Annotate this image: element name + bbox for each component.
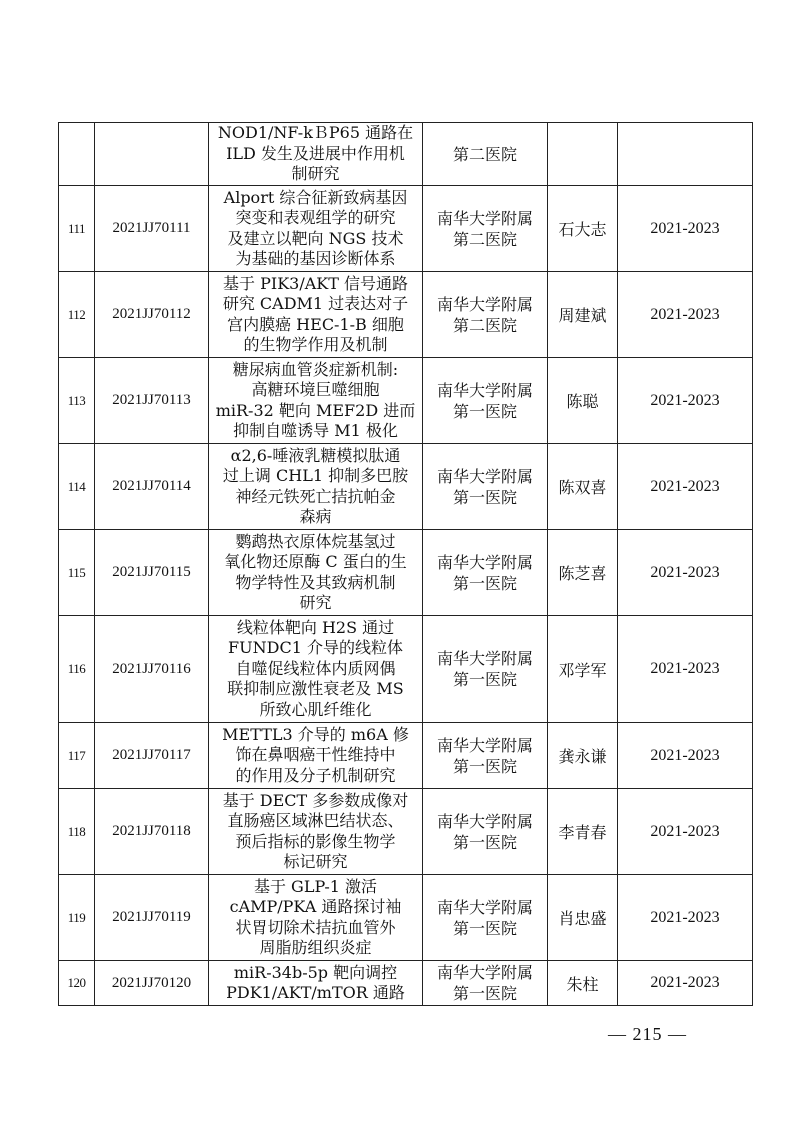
unit-line: 第一医院 [452, 401, 517, 421]
unit-line: 南华大学附属 [436, 552, 533, 572]
title-line: 为基础的基因诊断体系 [235, 249, 396, 268]
project-title [209, 123, 423, 186]
title-line: 周脂肪组织炎症 [259, 938, 372, 957]
title-line: miR-32 靶向 MEF2D 进而 [215, 400, 416, 420]
project-id: 2021JJ70120 [95, 961, 209, 1006]
project-id: 2021JJ70116 [95, 616, 209, 723]
title-line: 联抑制应激性衰老及 MS [227, 679, 404, 699]
project-table [58, 122, 753, 1006]
title-line: METTL3 介导的 m6A 修 [222, 724, 409, 744]
unit-line: 南华大学附属 [436, 380, 533, 400]
title-line: 氧化物还原酶 C 蛋白的生 [224, 552, 407, 571]
title-line: 研究 [299, 593, 332, 612]
project-id: 2021JJ70115 [95, 530, 209, 616]
title-line: 的生物学作用及机制 [243, 335, 388, 354]
principal-investigator: 周建斌 [548, 272, 618, 358]
project-title [209, 961, 423, 1006]
table-row [59, 530, 753, 616]
row-number: 117 [59, 723, 95, 789]
title-line: 基于 PIK3/AKT 信号通路 [223, 273, 408, 293]
unit-line: 第一医院 [452, 670, 517, 689]
principal-investigator [548, 123, 618, 186]
title-line: 研究 CADM1 过表达对子 [222, 294, 409, 313]
unit-line: 第一医院 [452, 573, 517, 593]
row-number: 116 [59, 616, 95, 723]
row-number: 120 [59, 961, 95, 1006]
host-unit [423, 616, 548, 723]
project-period: 2021-2023 [618, 789, 753, 875]
project-title [209, 723, 423, 789]
row-number: 118 [59, 789, 95, 875]
title-line: 森病 [299, 507, 332, 526]
title-line: 宫内膜癌 HEC-1-B 细胞 [227, 314, 404, 334]
title-line: Alport 综合征新致病基因 [223, 187, 408, 207]
project-id: 2021JJ70113 [95, 358, 209, 444]
title-line: ILD 发生及进展中作用机 [226, 143, 405, 163]
title-line: 高糖环境巨噬细胞 [251, 380, 380, 399]
table-row [59, 186, 753, 272]
project-title [209, 186, 423, 272]
host-unit [423, 875, 548, 961]
project-period: 2021-2023 [618, 723, 753, 789]
title-line: 突变和表观组学的研究 [235, 208, 396, 227]
project-period: 2021-2023 [618, 530, 753, 616]
title-line: 糖尿病血管炎症新机制: [232, 359, 399, 379]
row-number: 113 [59, 358, 95, 444]
project-period: 2021-2023 [618, 358, 753, 444]
unit-line: 南华大学附属 [436, 897, 533, 917]
row-number: 115 [59, 530, 95, 616]
title-line: 饰在鼻咽癌干性维持中 [235, 745, 396, 765]
project-title [209, 789, 423, 875]
unit-line: 南华大学附属 [436, 208, 533, 228]
host-unit [423, 444, 548, 530]
title-line: 鹦鹉热衣原体烷基氢过 [235, 531, 396, 551]
title-line: 所致心肌纤维化 [259, 699, 372, 719]
title-line: 基于 DECT 多参数成像对 [222, 790, 409, 810]
principal-investigator: 邓学军 [548, 616, 618, 723]
title-line: 制研究 [291, 164, 340, 184]
host-unit [423, 186, 548, 272]
project-period [618, 123, 753, 186]
title-line: cAMP/PKA 通路探讨袖 [229, 897, 402, 916]
principal-investigator: 陈聪 [548, 358, 618, 444]
title-line: NOD1/NF-kＢP65 通路在 [217, 123, 414, 143]
title-line: 预后指标的影像生物学 [235, 831, 396, 851]
project-id: 2021JJ70119 [95, 875, 209, 961]
unit-line: 第二医院 [452, 315, 517, 335]
title-line: 神经元铁死亡拮抗帕金 [235, 486, 396, 506]
row-number: 112 [59, 272, 95, 358]
unit-line: 第一医院 [452, 756, 517, 776]
principal-investigator: 龚永谦 [548, 723, 618, 789]
project-title [209, 358, 423, 444]
host-unit [423, 961, 548, 1006]
unit-line: 南华大学附属 [436, 649, 533, 668]
row-number: 111 [59, 186, 95, 272]
unit-line: 第一医院 [452, 832, 517, 852]
unit-line: 南华大学附属 [436, 735, 533, 755]
title-line: 自噬促线粒体内质网偶 [235, 658, 396, 678]
unit-line: 第二医院 [452, 229, 517, 249]
principal-investigator: 陈芝喜 [548, 530, 618, 616]
table-row [59, 616, 753, 723]
project-title [209, 272, 423, 358]
host-unit [423, 272, 548, 358]
project-title [209, 616, 423, 723]
project-period: 2021-2023 [618, 616, 753, 723]
title-line: 状胃切除术拮抗血管外 [235, 917, 396, 937]
page-number: — 215 — [608, 1024, 687, 1044]
table-row [59, 723, 753, 789]
title-line: PDK1/AKT/mTOR 通路 [226, 983, 405, 1002]
title-line: FUNDC1 介导的线粒体 [228, 638, 403, 658]
title-line: 过上调 CHL1 抑制多巴胺 [222, 466, 409, 485]
unit-line: 第一医院 [452, 918, 517, 938]
row-number [59, 123, 95, 186]
unit-line: 第一医院 [452, 984, 517, 1003]
host-unit [423, 789, 548, 875]
project-id: 2021JJ70117 [95, 723, 209, 789]
table-row [59, 272, 753, 358]
host-unit [423, 723, 548, 789]
title-line: 线粒体靶向 H2S 通过 [236, 617, 395, 637]
project-id: 2021JJ70114 [95, 444, 209, 530]
principal-investigator: 肖忠盛 [548, 875, 618, 961]
row-number: 114 [59, 444, 95, 530]
table-row [59, 358, 753, 444]
table-row [59, 123, 753, 186]
host-unit [423, 123, 548, 186]
title-line: α2,6-唾液乳糖模拟肽通 [230, 445, 401, 465]
project-period: 2021-2023 [618, 272, 753, 358]
project-period: 2021-2023 [618, 961, 753, 1006]
title-line: 及建立以靶向 NGS 技术 [227, 228, 404, 248]
unit-line: 南华大学附属 [436, 466, 533, 486]
project-id: 2021JJ70112 [95, 272, 209, 358]
table-row [59, 789, 753, 875]
principal-investigator: 陈双喜 [548, 444, 618, 530]
title-line: 标记研究 [283, 852, 348, 871]
unit-line: 第二医院 [452, 144, 517, 164]
title-line: 的作用及分子机制研究 [235, 765, 396, 785]
table-row [59, 444, 753, 530]
unit-line: 南华大学附属 [436, 294, 533, 314]
project-title [209, 530, 423, 616]
project-id [95, 123, 209, 186]
project-period: 2021-2023 [618, 444, 753, 530]
project-title [209, 444, 423, 530]
project-period: 2021-2023 [618, 186, 753, 272]
project-id: 2021JJ70111 [95, 186, 209, 272]
title-line: 直肠癌区域淋巴结状态、 [227, 811, 404, 830]
title-line: miR-34b-5p 靶向调控 [233, 962, 398, 982]
project-table-body [59, 123, 753, 1006]
title-line: 基于 GLP-1 激活 [253, 876, 378, 896]
principal-investigator: 李青春 [548, 789, 618, 875]
principal-investigator: 朱柱 [548, 961, 618, 1006]
principal-investigator: 石大志 [548, 186, 618, 272]
title-line: 物学特性及其致病机制 [235, 572, 396, 592]
host-unit [423, 358, 548, 444]
table-row [59, 875, 753, 961]
unit-line: 南华大学附属 [436, 811, 533, 831]
table-row [59, 961, 753, 1006]
title-line: 抑制自噬诱导 M1 极化 [233, 421, 398, 440]
project-id: 2021JJ70118 [95, 789, 209, 875]
row-number: 119 [59, 875, 95, 961]
unit-line: 第一医院 [452, 487, 517, 507]
project-period: 2021-2023 [618, 875, 753, 961]
host-unit [423, 530, 548, 616]
project-title [209, 875, 423, 961]
unit-line: 南华大学附属 [436, 963, 533, 982]
